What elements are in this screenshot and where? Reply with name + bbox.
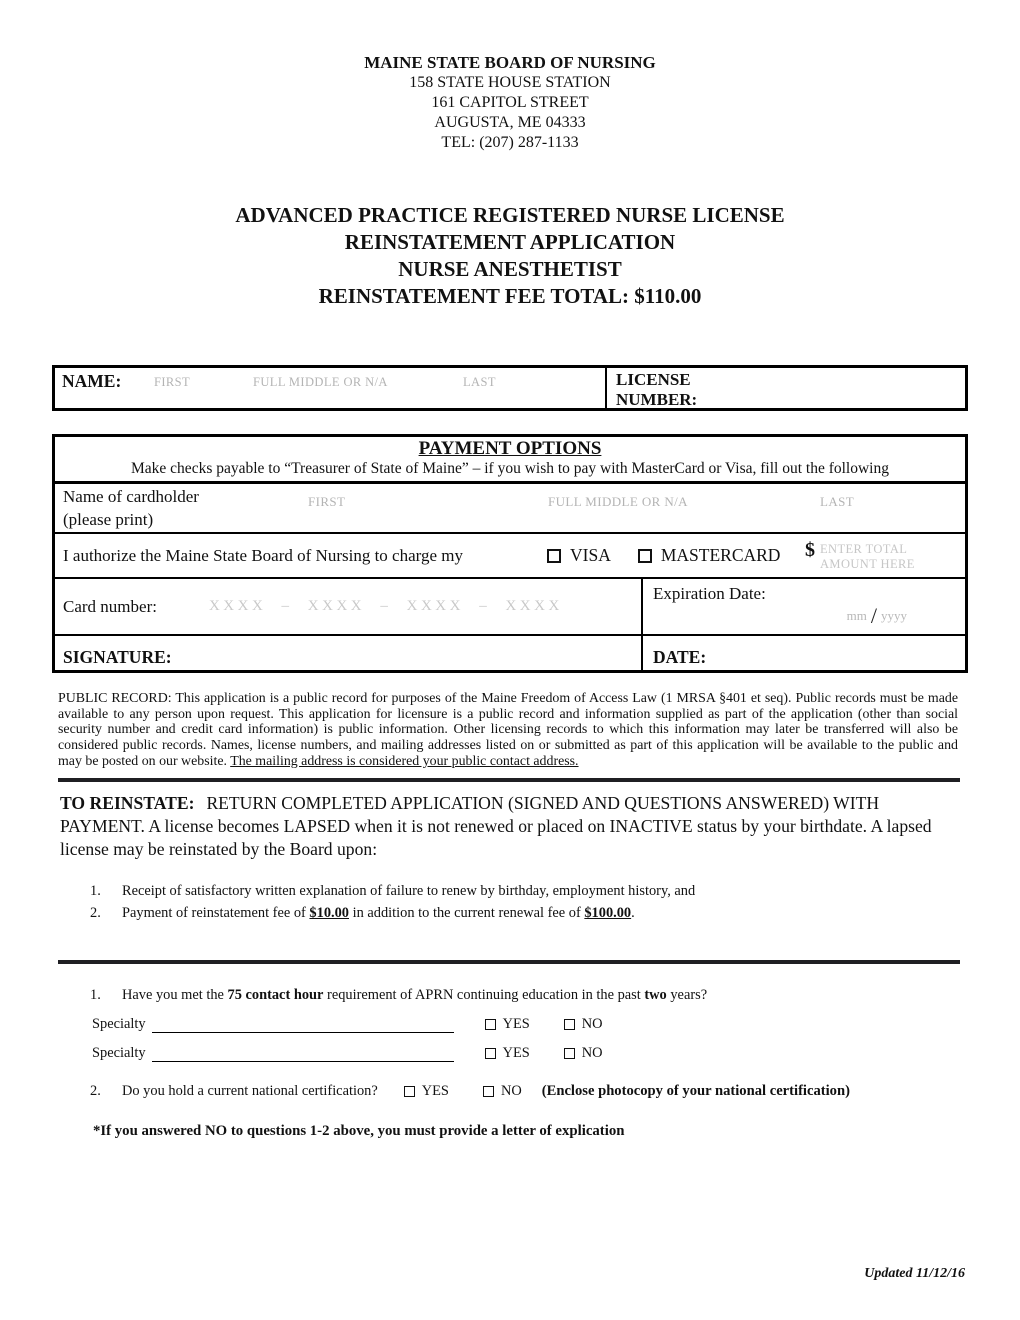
- amount-field[interactable]: [805, 540, 957, 572]
- yes-label: YES: [502, 1045, 530, 1062]
- yes-checkbox[interactable]: [485, 1019, 496, 1030]
- footnote: *If you answered NO to questions 1-2 above, you must provide a letter of explication: [93, 1123, 625, 1140]
- cardholder-name-field[interactable]: [55, 484, 965, 534]
- license-label-line1: LICENSE: [616, 370, 691, 389]
- no-checkbox[interactable]: [483, 1086, 494, 1097]
- exp-slash: /: [870, 603, 877, 628]
- org-name: MAINE STATE BOARD OF NURSING: [364, 53, 656, 72]
- title-line-3: NURSE ANESTHETIST: [398, 257, 622, 281]
- amount-hint: [820, 542, 915, 572]
- list-item: [90, 881, 960, 903]
- cardholder-last-hint: LAST: [820, 494, 855, 509]
- question-1: [90, 986, 960, 1004]
- specialty-input[interactable]: [152, 1047, 454, 1062]
- amount-hint-line1: ENTER TOTAL: [820, 541, 908, 556]
- card-number-hint: XXXX – XXXX – XXXX – XXXX: [208, 598, 563, 614]
- name-license-table: [52, 365, 968, 411]
- phone-line: TEL: (207) 287-1133: [441, 134, 579, 151]
- divider-rule-2: [58, 960, 960, 964]
- public-record-body: PUBLIC RECORD: This application is a public record for purposes of the Maine Freedom of Access Law (1 MRSA §401 et seq). Public records must be made available to any person upon request. This application for licensure is a public record and information supplied as part of the application (other than social security number and credit card information) is public information. Other licensing records to which this information may later be transferred will also be considered public records. Names, license numbers, and mailing addresses listed on or submitted as part of this application will be available to the public and may be posted on our website.: [58, 691, 958, 769]
- yes-checkbox[interactable]: [485, 1048, 496, 1059]
- signature-label: SIGNATURE:: [63, 647, 172, 667]
- license-label-line2: NUMBER:: [616, 390, 698, 409]
- no-checkbox[interactable]: [564, 1048, 575, 1059]
- mastercard-checkbox[interactable]: [638, 549, 652, 563]
- list-item: [90, 903, 960, 925]
- name-label: NAME:: [62, 371, 122, 391]
- signature-row: [55, 636, 965, 670]
- exp-mm-hint: mm: [846, 608, 867, 623]
- middle-name-hint: FULL MIDDLE OR N/A: [253, 375, 388, 389]
- yes-option: [485, 1016, 530, 1033]
- cardholder-first-hint: FIRST: [308, 494, 346, 509]
- specialty-row-2: [92, 1039, 1020, 1062]
- specialty-row-1: [92, 1010, 1020, 1033]
- updated-date: Updated 11/12/16: [864, 1266, 965, 1281]
- letterhead: [0, 0, 1020, 153]
- yes-checkbox[interactable]: [404, 1086, 415, 1097]
- form-title: [0, 202, 1020, 310]
- exp-yyyy-hint: yyyy: [881, 608, 907, 623]
- payment-subheading: Make checks payable to “Treasurer of State of Maine” – if you wish to pay with MasterCard or Visa, fill out the following: [131, 460, 889, 477]
- expiration-label: Expiration Date:: [653, 584, 766, 603]
- cardholder-label-line2: (please print): [63, 510, 154, 529]
- reinstate-paragraph: [60, 792, 960, 862]
- card-number-field[interactable]: [55, 579, 643, 634]
- date-field[interactable]: [643, 636, 965, 670]
- authorize-row: [55, 534, 965, 579]
- reinstate-label: TO REINSTATE:: [60, 792, 195, 813]
- payment-heading: PAYMENT OPTIONS: [418, 438, 602, 459]
- amount-hint-line2: AMOUNT HERE: [820, 556, 915, 571]
- date-label: DATE:: [653, 647, 707, 667]
- question-2: [90, 1082, 960, 1100]
- public-record-paragraph: [58, 691, 958, 770]
- no-label: NO: [500, 1083, 522, 1100]
- reinstate-body: RETURN COMPLETED APPLICATION (SIGNED AND QUESTIONS ANSWERED) WITH PAYMENT. A license becomes LAPSED when it is not renewed or placed on INACTIVE status by your birthdate. A lapsed license may be reinstated by the Board upon:: [60, 792, 932, 860]
- reinstate-list: [90, 881, 960, 924]
- last-name-hint: LAST: [463, 375, 496, 389]
- no-checkbox[interactable]: [564, 1019, 575, 1030]
- dollar-sign: $: [805, 538, 815, 561]
- list-item-number: 2.: [90, 904, 101, 921]
- visa-label: VISA: [570, 545, 611, 565]
- yes-label: YES: [502, 1016, 530, 1033]
- mastercard-label: MASTERCARD: [660, 545, 781, 565]
- card-type-choices: [547, 545, 780, 566]
- visa-checkbox[interactable]: [547, 549, 561, 563]
- address-line-2: 161 CAPITOL STREET: [431, 94, 589, 111]
- no-option: [483, 1082, 522, 1100]
- title-line-1: ADVANCED PRACTICE REGISTERED NURSE LICENSE: [235, 203, 785, 227]
- payment-options-table: [52, 434, 968, 673]
- title-line-2: REINSTATEMENT APPLICATION: [344, 230, 676, 254]
- title-line-4: REINSTATEMENT FEE TOTAL: $110.00: [318, 284, 702, 308]
- enclose-photocopy-note: (Enclose photocopy of your national certification): [541, 1083, 850, 1100]
- specialty-input[interactable]: [152, 1018, 454, 1033]
- signature-field[interactable]: [55, 636, 643, 670]
- no-label: NO: [581, 1016, 603, 1033]
- yes-option: [404, 1082, 449, 1100]
- authorize-text: I authorize the Maine State Board of Nursing to charge my: [63, 546, 464, 565]
- no-option: [564, 1016, 603, 1033]
- renewal-fee: $100.00: [584, 904, 632, 921]
- question-text: Have you met the 75 contact hour requirement of APRN continuing education in the past two years?: [122, 987, 708, 1004]
- payment-header: [55, 437, 965, 484]
- public-record-underlined: The mailing address is considered your public contact address.: [230, 753, 579, 769]
- first-name-hint: FIRST: [154, 375, 191, 389]
- address-line-3: AUGUSTA, ME 04333: [434, 114, 586, 131]
- specialty-label: Specialty: [92, 1045, 146, 1062]
- list-item-number: 1.: [90, 883, 101, 900]
- address-line-1: 158 STATE HOUSE STATION: [409, 74, 611, 91]
- no-option: [564, 1045, 603, 1062]
- reinstatement-fee: $10.00: [309, 904, 349, 921]
- contact-hour-bold: 75 contact hour: [227, 987, 324, 1004]
- expiration-date-field[interactable]: [643, 579, 965, 634]
- question-number: 1.: [90, 987, 101, 1004]
- divider-rule-1: [58, 778, 960, 782]
- list-item-text: Receipt of satisfactory written explanation of failure to renew by birthday, employment history, and: [122, 883, 696, 900]
- card-number-row: [55, 579, 965, 636]
- two-years-bold: two: [644, 987, 667, 1004]
- no-label: NO: [581, 1045, 603, 1062]
- question-number: 2.: [90, 1083, 101, 1100]
- question-text: Do you hold a current national certification?: [122, 1083, 378, 1100]
- name-field[interactable]: [55, 368, 607, 408]
- yes-label: YES: [421, 1083, 449, 1100]
- cardholder-label-line1: Name of cardholder: [63, 487, 199, 506]
- list-item-text: Payment of reinstatement fee of $10.00 in addition to the current renewal fee of $100.00.: [122, 904, 635, 921]
- cardholder-middle-hint: FULL MIDDLE OR N/A: [548, 494, 688, 509]
- yes-option: [485, 1045, 530, 1062]
- license-number-field[interactable]: [607, 368, 965, 408]
- card-number-label: Card number:: [63, 596, 157, 616]
- specialty-label: Specialty: [92, 1016, 146, 1033]
